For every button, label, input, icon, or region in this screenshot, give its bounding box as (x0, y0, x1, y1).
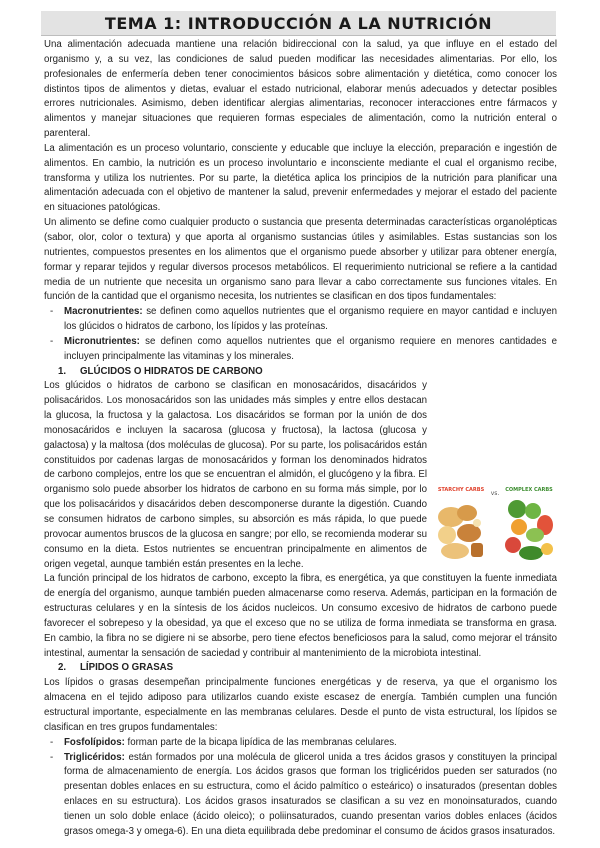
carbs-comparison-image (433, 483, 557, 565)
list-dash: - (50, 306, 54, 318)
list-dash: - (50, 736, 54, 748)
list-text: se definen como aquellos nutrientes que el organismo requiere en menores cantidades e incluyen principalmente las vitaminas y los minerales. (64, 335, 557, 362)
list-term: Micronutrientes: (64, 335, 140, 347)
list-item (44, 736, 557, 751)
section-heading-carbs (44, 365, 557, 380)
list-term: Macronutrientes: (64, 306, 143, 318)
lipid-types-list (44, 736, 557, 840)
section-number: 1. (58, 365, 67, 377)
carbs-paragraph-2: La función principal de los hidratos de carbono, excepto la fibra, es energética, ya que constituyen la fuente inmediata de energía del organismo, aunque también pueden almacenarse como reserva. Además, participan en la formación de estructuras celulares y en la síntesis de los ácidos nucleicos. Un consumo excesivo de hidratos de carbono puede favorecer el sobrepeso y la obesidad, ya que el exceso que no se utiliza de forma inmediata se transforma en grasa. En cambio, la fibra no se digiere ni se absorbe, pero tiene efectos beneficiosos para la salud, como mejorar el tránsito intestinal, aumentar la sensación de saciedad y contribuir al mantenimiento de la microbiota intestinal. (44, 573, 557, 659)
title-bar (41, 11, 556, 36)
list-dash: - (50, 335, 54, 347)
list-item (44, 751, 557, 840)
nutrient-types-list (44, 305, 557, 364)
right-figure-label: COMPLEX CARBS (505, 487, 553, 494)
list-item (44, 305, 557, 335)
list-term: Triglicéridos: (64, 751, 125, 763)
section-title: GLÚCIDOS O HIDRATOS DE CARBONO (80, 365, 263, 377)
page-title: TEMA 1: INTRODUCCIÓN A LA NUTRICIÓN (104, 13, 493, 33)
left-figure-label: STARCHY CARBS (437, 487, 485, 494)
intro-paragraph-3: Un alimento se define como cualquier producto o sustancia que presenta determinadas características organolépticas (sabor, olor, color o textura) y que aporta al organismo sustancias útiles y asimilables. Estas sustancias son los nutrientes, compuestos presentes en los alimentos que el organismo puede absorber y utilizar para obtener energía, formar y reparar tejidos y regular diversos procesos metabólicos. El requerimiento nutricional se refiere a la cantidad media de un nutriente que necesita un organismo sano para llevar a cabo correctamente sus funciones vitales. En función de la cantidad que el organismo necesita, los nutrientes se clasifican en dos tipos fundamentales: (44, 217, 557, 303)
list-item (44, 335, 557, 365)
list-dash: - (50, 751, 54, 763)
section-number: 2. (58, 662, 67, 674)
carbs-illustration (433, 483, 557, 565)
starchy-food-group (438, 505, 483, 559)
section-title: LÍPIDOS O GRASAS (80, 662, 174, 674)
carbs-paragraph-1: Los glúcidos o hidratos de carbono se clasifican en monosacáridos, disacáridos y polisacáridos. Los monosacáridos son las unidades más simples y entre ellos destacan la glucosa, la fructosa y la galactosa. Los disacáridos se forman por la unión de dos monosacáridos e incluyen la sacarosa (glucosa y fructosa), la lactosa (glucosa y galactosa) y la maltosa (dos moléculas de glucosa). Por su parte, los polisacáridos están constituidos por cadenas largas de monosacáridos y forman los denominados hidratos de carbono complejos, entre los que se encuentran el almidón, el glucógeno y la fibra. El organismo solo puede absorber los hidratos de carbono en su forma más simple, por lo que los polisacáridos y disacáridos deben descomponerse durante la digestión. Cuando se consumen hidratos de carbono simples, su absorción es más rápida, lo que puede provocar aumentos bruscos de la glucosa en sangre; por ello, se recomienda moderar su consumo en la dieta. Estos nutrientes se encuentran principalmente en alimentos de origen vegetal, aunque también están presentes en la leche. (44, 380, 427, 570)
list-term: Fosfolípidos: (64, 736, 125, 748)
lipids-paragraph-1: Los lípidos o grasas desempeñan principalmente funciones energéticas y de reserva, ya que el organismo los almacena en el tejido adiposo para utilizarlos cuando existe escasez de energía. También cumplen una función estructural importante, especialmente en las membranas celulares. Desde el punto de vista estructural, los lípidos se clasifican en tres grupos fundamentales: (44, 677, 557, 733)
intro-paragraph-1: Una alimentación adecuada mantiene una relación bidireccional con la salud, ya que influye en el estado del organismo y, a su vez, las condiciones de salud pueden modificar las necesidades alimentarias. Por ello, los profesionales de enfermería deben tener conocimientos básicos sobre alimentación y dietética, como conocer los distintos tipos de alimentos y dietas, evaluar el estado nutricional, elaborar menús adecuados y detectar posibles errores nutricionales. Asimismo, deben identificar alergias alimentarias, reconocer interacciones entre fármacos y alimentos y manejar situaciones que requieren formas especiales de alimentación, como la nutrición enteral o parenteral. (44, 39, 557, 140)
section-heading-lipids (44, 661, 557, 676)
document-body (44, 38, 557, 840)
vs-label: vs. (490, 490, 500, 498)
list-text: forman parte de la bicapa lipídica de las membranas celulares. (124, 736, 397, 748)
list-text: se definen como aquellos nutrientes que el organismo requiere en mayor cantidad e incluyen los glúcidos o hidratos de carbono, los lípidos y las proteínas. (64, 306, 557, 333)
intro-paragraph-2: La alimentación es un proceso voluntario, consciente y educable que incluye la elección, preparación e ingestión de alimentos. En cambio, la nutrición es un proceso involuntario e inconsciente mediante el cual el organismo recibe, transforma y utiliza los nutrientes. Por su parte, la dietética aplica los principios de la nutrición para planificar una alimentación adecuada con el objetivo de mantener la salud, prevenir enfermedades y mejorar el estado del paciente en situaciones patológicas. (44, 142, 557, 214)
list-text: están formados por una molécula de glicerol unida a tres ácidos grasos y constituyen la principal forma de almacenamiento de energía. Los ácidos grasos que forman los triglicéridos pueden ser saturados (no presentan dobles enlaces en su estructura, como el ácido palmítico o esteárico) o insaturados (presentan dobles enlaces en su estructura). Los ácidos grasos insaturados se clasifican a su vez en monoinsaturados, cuando tienen un solo doble enlace (ácido oleico); o poliinsaturados, cuando presentan varios dobles enlaces (ácidos grasos omega-3 y omega-6). En una dieta equilibrada debe predominar el consumo de ácidos grasos insaturados. (64, 751, 557, 837)
